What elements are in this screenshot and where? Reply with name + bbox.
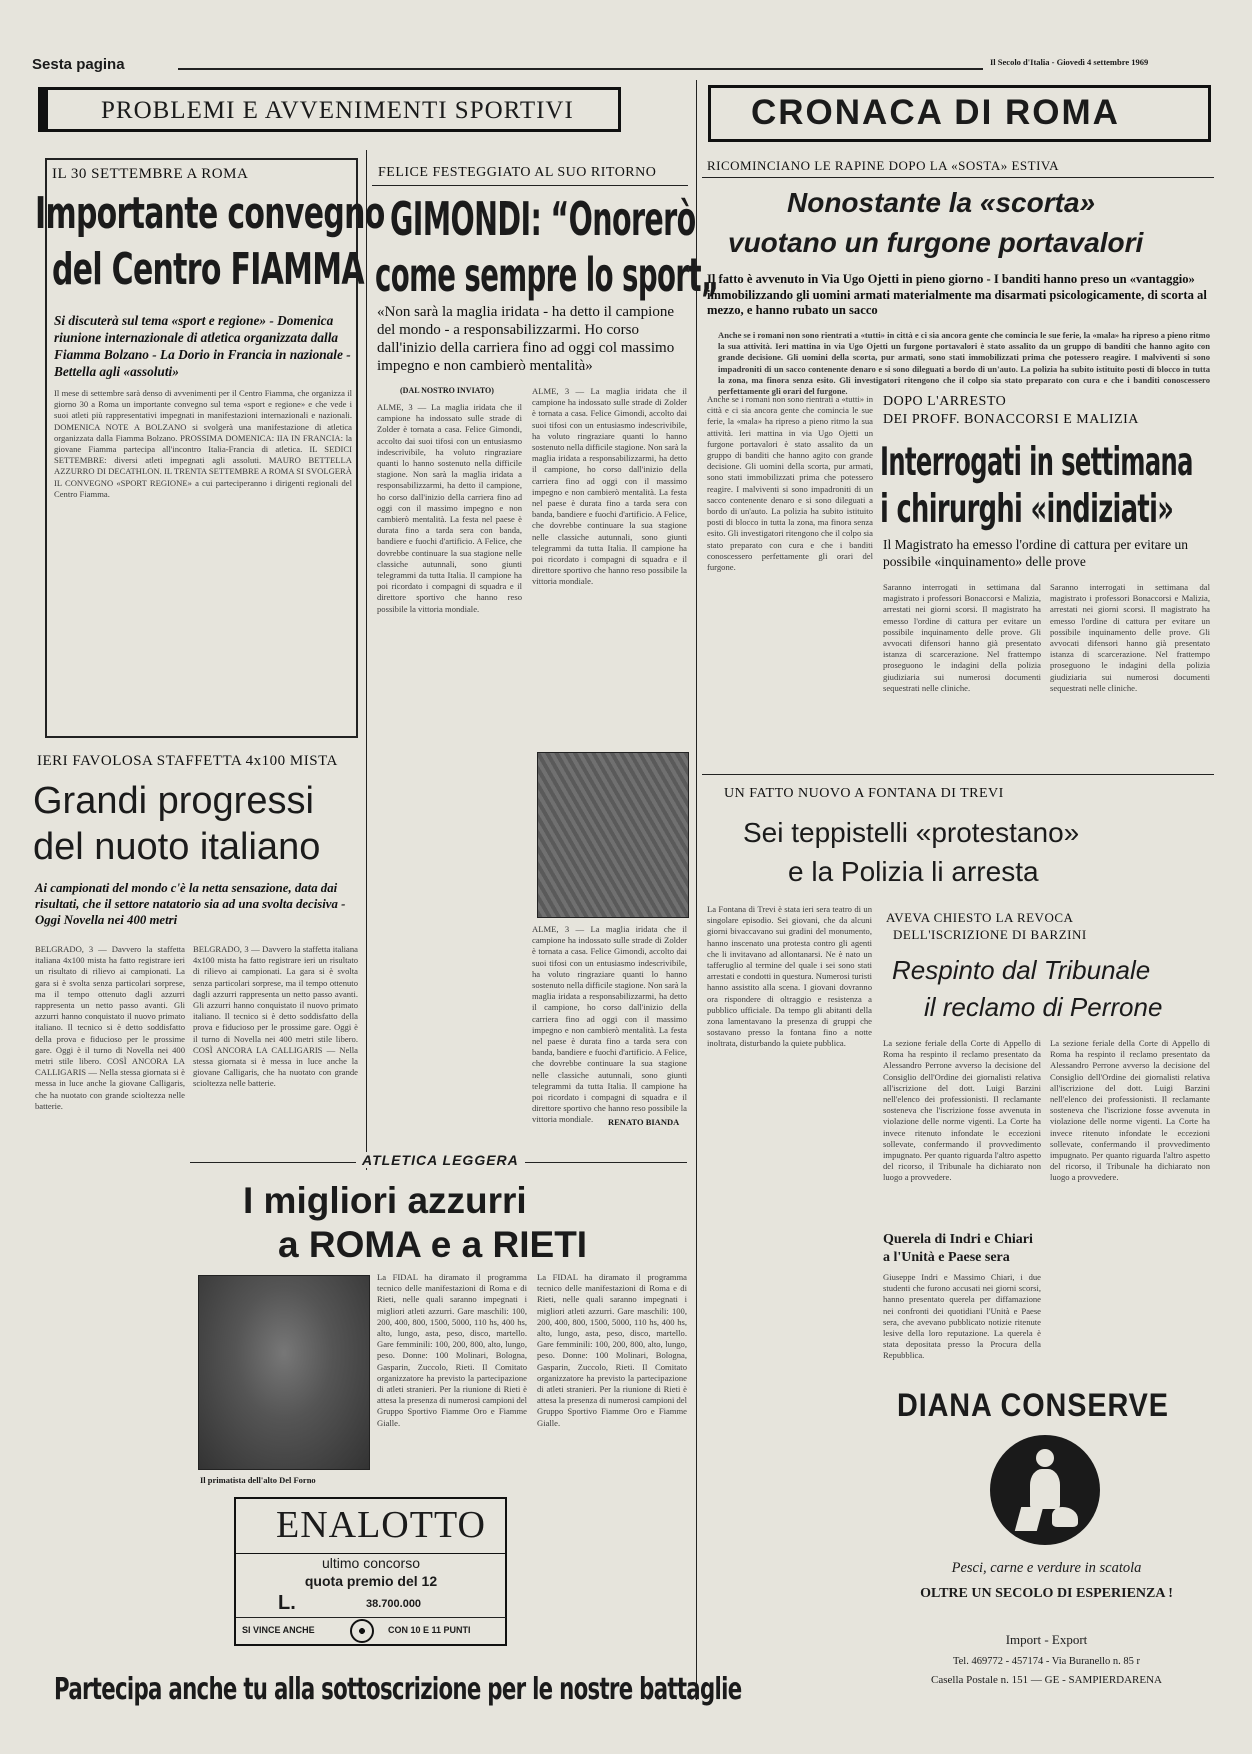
rapine-headline-1: Nonostante la «scorta» <box>787 187 1096 218</box>
nuoto-kicker: IERI FAVOLOSA STAFFETTA 4x100 MISTA <box>37 753 338 769</box>
nuoto-deck: Ai campionati del mondo c'è la netta sensazione, data dai risultati, che il settore natatorio sia ad una svolta decisiva - Oggi Novella nei 400 metri <box>35 881 346 927</box>
perrone-body-col2: La sezione feriale della Corte di Appello di Roma ha respinto il reclamo presentato da Alessandro Perrone avverso la decisione del Consiglio dell'Ordine dei giornalisti relativa all'iscrizione del dott. Luigi Barzini nell'elenco dei professionisti. Il reclamante sosteneva che l'iscrizione fosse avvenuta in violazione delle norme vigenti. La Corte ha invece ritenuto infondate le eccezioni sollevate, confermando il provvedimento impugnato. Per quanto riguarda l'altro aspetto del ricorso, il Tribunale ha dichiarato non luogo a provvedere. <box>1050 1038 1210 1183</box>
sport-banner-title: PROBLEMI E AVVENIMENTI SPORTIVI <box>101 97 574 124</box>
gimondi-headline-1: GIMONDI: “Onorerò <box>390 192 696 246</box>
rapine-body: Anche se i romani non sono rientrati a «tutti» in città e ci sia ancora gente che comincia le sue ferie, la «mala» ha ripreso a pieno ritmo la sua attività. Ieri mattina in via Ugo Ojetti un furgone portavalori è stato assalito da un gruppo di banditi che hanno agito con grande decisione. Gli uomini della scorta, pur armati, sono stati immobilizzati prima che potessero reagire. I malviventi si sono impadroniti di un sacco contenente denaro e si sono dileguati a bordo di un'auto. La polizia ha subito istituito posti di blocco in tutta la zona, ma finora senza esito. Gli investigatori ritengono che il colpo sia stato preparato con cura e che i banditi conoscessero perfettamente gli orari del furgone. <box>707 394 873 573</box>
perrone-body-col1: La sezione feriale della Corte di Appello di Roma ha respinto il reclamo presentato da Alessandro Perrone avverso la decisione del Consiglio dell'Ordine dei giornalisti relativa all'iscrizione del dott. Luigi Barzini nell'elenco dei professionisti. Il reclamante sosteneva che l'iscrizione fosse avvenuta in violazione delle norme vigenti. La Corte ha invece ritenuto infondate le eccezioni sollevate, confermando il provvedimento impugnato. Per quanto riguarda l'altro aspetto del ricorso, il Tribunale ha dichiarato non luogo a provvedere. <box>883 1038 1041 1183</box>
chirurghi-headline-2: i chirurghi «indiziati» <box>880 487 1174 532</box>
chirurghi-body-col2: Saranno interrogati in settimana dal magistrato i professori Bonaccorsi e Malizia, arrestati nei giorni scorsi. Il magistrato ha emesso l'ordine di cattura per evitare un possibile inquinamento delle prove. Gli avvocati difensori hanno già presentato istanza di scarcerazione. Nel frattempo proseguono le indagini della polizia giudiziaria sui numerosi documenti sequestrati nelle cliniche. <box>1050 582 1210 693</box>
gimondi-photo <box>537 752 689 918</box>
enalotto-title: ENALOTTO <box>276 1504 486 1546</box>
roma-banner-title: CRONACA DI ROMA <box>751 93 1120 132</box>
perrone-kicker-2: DELL'ISCRIZIONE DI BARZINI <box>893 927 1087 942</box>
rapine-intro: Anche se i romani non sono rientrati a «tutti» in città e ci sia ancora gente che comincia le sue ferie, la «mala» ha ripreso a pieno ritmo la sua attività. Ieri mattina in via Ugo Ojetti un furgone portavalori è stato assalito da un gruppo di banditi che hanno agito con grande decisione. Gli uomini della scorta, pur armati, sono stati immobilizzati prima che potessero reagire. I malviventi si sono impadroniti di un sacco contenente denaro e si sono dileguati a bordo di un'auto. La polizia ha subito istituito posti di blocco in tutta la zona, ma finora senza esito. Gli investigatori ritengono che il colpo sia stato preparato con cura e che i banditi conoscessero perfettamente gli orari del furgone. <box>718 330 1210 397</box>
fiamma-deck: Si discuterà sul tema «sport e regione» - Domenica riunione internazionale di atletica organizzata dalla Fiamma Bolzano - La Dorio in Francia in nazionale - Bettella agli «assoluti» <box>54 313 351 379</box>
atletica-body-col1: La FIDAL ha diramato il programma tecnico delle manifestazioni di Roma e di Rieti, nelle quali saranno impegnati i migliori atleti azzurri. Gare maschili: 100, 200, 400, 800, 1500, 5000, 110 hs, 400 hs, alto, lungo, asta, peso, disco, martello. Gare femminili: 100, 200, 800, alto, lungo, peso. Donne: 100 Molinari, Bologna, Gasparin, Zuccolo, Rieti. Il Comitato organizzatore ha previsto la partecipazione di atleti stranieri. Per la riunione di Rieti è attesa la presenza di numerosi campioni del Gruppo Sportivo Fiamme Oro e Fiamme Gialle. <box>377 1272 527 1428</box>
roma-banner <box>708 85 1211 142</box>
enalotto-currency: L. <box>278 1592 296 1614</box>
chirurghi-body-col1: Saranno interrogati in settimana dal magistrato i professori Bonaccorsi e Malizia, arrestati nei giorni scorsi. Il magistrato ha emesso l'ordine di cattura per evitare un possibile inquinamento delle prove. Gli avvocati difensori hanno già presentato istanza di scarcerazione. Nel frattempo proseguono le indagini della polizia giudiziaria sui numerosi documenti sequestrati nelle cliniche. <box>883 582 1041 693</box>
chirurghi-deck: Il Magistrato ha emesso l'ordine di cattura per evitare un possibile «inquinamento» delle prove <box>883 537 1188 569</box>
atletica-photo <box>198 1275 370 1470</box>
trevi-headline-1: Sei teppistelli «protestano» <box>743 817 1080 848</box>
paper-date: Il Secolo d'Italia - Giovedì 4 settembre 1969 <box>990 57 1149 67</box>
trevi-headline-2: e la Polizia li arresta <box>788 856 1039 887</box>
diana-slogan: OLTRE UN SECOLO DI ESPERIENZA ! <box>920 1586 1173 1601</box>
diana-tagline: Pesci, carne e verdure in scatola <box>951 1560 1142 1576</box>
diana-goddess-icon <box>990 1435 1100 1545</box>
enalotto-box <box>234 1497 507 1646</box>
enalotto-line2: quota premio del 12 <box>304 1573 438 1589</box>
querela-headline-2: a l'Unità e Paese sera <box>883 1250 1010 1265</box>
chirurghi-kicker-2: DEI PROFF. BONACCORSI E MALIZIA <box>883 412 1139 427</box>
fiamma-headline-2: del Centro FIAMMA <box>52 244 364 295</box>
gimondi-body-col1: ALME, 3 — La maglia iridata che il campione ha indossato sulle strade di Zolder è tornata a casa. Felice Gimondi, accolto dai suoi tifosi con un entusiasmo indescrivibile, ha voluto ringraziare quanti lo hanno sostenuto nella difficile stagione. Non sarà la maglia iridata a responsabilizzarmi, ha detto il campione, ho corso dall'inizio della carriera fino ad oggi con il massimo impegno e non cambierò mentalità. La festa nel paese è durata fino a tarda sera con banda, bandiere e fuochi d'artificio. A Felice, che dovrebbe continuare la sua stagione nelle classiche autunnali, sono giunti telegrammi da tutta Italia. Il campione ha poi ricordato i compagni di squadra e il direttore sportivo che hanno reso possibile la vittoria mondiale. <box>377 402 522 614</box>
gimondi-kicker: FELICE FESTEGGIATO AL SUO RITORNO <box>378 165 657 180</box>
nuoto-headline-1: Grandi progressi <box>33 780 314 822</box>
fiamma-kicker: IL 30 SETTEMBRE A ROMA <box>52 166 249 182</box>
diana-phone: Tel. 469772 - 457174 - Via Buranello n. 85 r <box>952 1656 1141 1667</box>
masthead-rule <box>178 68 983 70</box>
nuoto-body-col1: BELGRADO, 3 — Davvero la staffetta italiana 4x100 mista ha fatto registrare ieri un risultato di rilievo ai campionati. La gara si è svolta senza particolari sorprese, ma il tempo ottenuto dagli azzurri rappresenta un netto passo avanti. Gli azzurri hanno conquistato il nuovo primato italiano. Il tecnico si è detto soddisfatto della prova e fiducioso per le prossime gare. Oggi è il turno di Novella nei 400 metri stile libero. COSÌ ANCORA LA CALLIGARIS — Nella stessa giornata si è messa in luce anche la giovane Calligaris, che ha nuotato con grande scioltezza nelle batterie. <box>35 944 185 1111</box>
querela-headline-1: Querela di Indri e Chiari <box>883 1232 1033 1247</box>
fiamma-headline-1: Importante convegno <box>35 188 385 239</box>
chirurghi-headline-1: Interrogati in settimana <box>880 440 1193 485</box>
subscription-banner: Partecipa anche tu alla sottoscrizione per le nostre battaglie <box>54 1672 742 1707</box>
diana-ad <box>883 1380 1210 1710</box>
atletica-headline-2: a ROMA e a RIETI <box>278 1224 588 1265</box>
querela-body: Giuseppe Indri e Massimo Chiari, i due studenti che furono accusati nei giorni scorsi, hanno presentato querela per diffamazione nei confronti dei quotidiani l'Unità e Paese sera, che avevano pubblicato notizie ritenute lesive della loro reputazione. La querela è stata depositata presso la Procura della Repubblica. <box>883 1272 1041 1361</box>
section-label: Sesta pagina <box>32 56 125 73</box>
diana-trade: Import - Export <box>1005 1632 1088 1647</box>
atletica-caption: Il primatista dell'alto Del Forno <box>200 1475 316 1485</box>
trevi-body-col1: La Fontana di Trevi è stata ieri sera teatro di un singolare episodio. Sei giovani, che da alcuni giorni bivaccavano sui gradini del monumento, hanno inscenato una protesta contro gli agenti che li invitavano ad allontanarsi. Ne è nato un tafferuglio al termine del quale i sei sono stati arrestati e condotti in questura. Numerosi turisti hanno assistito alla scena. I giovani dovranno ora rispondere di oltraggio e resistenza a pubblico ufficiale. Da tempo gli abitanti della zona lamentavano la presenza di gruppi che sostavano presso la fontana fino a notte inoltrata, disturbando la quiete pubblica. <box>707 904 872 1049</box>
rapine-headline-2: vuotano un furgone portavalori <box>728 227 1144 258</box>
diana-address: Casella Postale n. 151 — GE - SAMPIERDARENA <box>931 1674 1162 1686</box>
gimondi-body-col2: ALME, 3 — La maglia iridata che il campione ha indossato sulle strade di Zolder è tornata a casa. Felice Gimondi, accolto dai suoi tifosi con un entusiasmo indescrivibile, ha voluto ringraziare quanti lo hanno sostenuto nella difficile stagione. Non sarà la maglia iridata a responsabilizzarmi, ha detto il campione, ho corso dall'inizio della carriera fino ad oggi con il massimo impegno e non cambierò mentalità. La festa nel paese è durata fino a tarda sera con banda, bandiere e fuochi d'artificio. A Felice, che dovrebbe continuare la sua stagione nelle classiche autunnali, sono giunti telegrammi da tutta Italia. Il campione ha poi ricordato i compagni di squadra e il direttore sportivo che hanno reso possibile la vittoria mondiale. <box>532 386 687 587</box>
nuoto-headline-2: del nuoto italiano <box>33 826 321 868</box>
chirurghi-kicker-1: DOPO L'ARRESTO <box>883 394 1007 409</box>
enalotto-footer-left: SI VINCE ANCHE <box>242 1625 315 1635</box>
gimondi-headline-2: come sempre lo sport„ <box>375 248 719 302</box>
enalotto-logo-icon <box>350 1619 374 1643</box>
gimondi-body-col2b: ALME, 3 — La maglia iridata che il campione ha indossato sulle strade di Zolder è tornata a casa. Felice Gimondi, accolto dai suoi tifosi con un entusiasmo indescrivibile, ha voluto ringraziare quanti lo hanno sostenuto nella difficile stagione. Non sarà la maglia iridata a responsabilizzarmi, ha detto il campione, ho corso dall'inizio della carriera fino ad oggi con il massimo impegno e non cambierò mentalità. La festa nel paese è durata fino a tarda sera con banda, bandiere e fuochi d'artificio. A Felice, che dovrebbe continuare la sua stagione nelle classiche autunnali, sono giunti telegrammi da tutta Italia. Il campione ha poi ricordato i compagni di squadra e il direttore sportivo che hanno reso possibile la vittoria mondiale. <box>532 924 687 1125</box>
enalotto-footer-right: CON 10 E 11 PUNTI <box>388 1625 471 1635</box>
gimondi-signature: RENATO BIANDA <box>608 1117 680 1127</box>
rapine-kicker: RICOMINCIANO LE RAPINE DOPO LA «SOSTA» ESTIVA <box>707 158 1060 173</box>
rapine-deck: Il fatto è avvenuto in Via Ugo Ojetti in pieno giorno - I banditi hanno preso un «vantaggio» immobilizzando gli uomini armati materialmente ma disarmati psicologicamente, di scorta al mezzo, e hanno rubato un sacco <box>707 272 1207 317</box>
nuoto-body-col2: BELGRADO, 3 — Davvero la staffetta italiana 4x100 mista ha fatto registrare ieri un risultato di rilievo ai campionati. La gara si è svolta senza particolari sorprese, ma il tempo ottenuto dagli azzurri rappresenta un netto passo avanti. Gli azzurri hanno conquistato il nuovo primato italiano. Il tecnico si è detto soddisfatto della prova e fiducioso per le prossime gare. Oggi è il turno di Novella nei 400 metri stile libero. COSÌ ANCORA LA CALLIGARIS — Nella stessa giornata si è messa in luce anche la giovane Calligaris, che ha nuotato con grande scioltezza nelle batterie. <box>193 944 358 1089</box>
atletica-headline-1: I migliori azzurri <box>243 1180 527 1221</box>
trevi-kicker: UN FATTO NUOVO A FONTANA DI TREVI <box>724 786 1004 801</box>
perrone-headline-1: Respinto dal Tribunale <box>892 955 1151 985</box>
atletica-kicker: ATLETICA LEGGERA <box>356 1152 525 1168</box>
fiamma-body: Il mese di settembre sarà denso di avvenimenti per il Centro Fiamma, che organizza il giorno 30 a Roma un importante convegno sul tema «sport e regione» e che vede i suoi atleti più rappresentativi impegnati in manifestazioni internazionali e nazionali. DOMENICA NOTE A BOLZANO si svolgerà una manifestazione di atletica organizzata dalla Fiamma Bolzano. PROSSIMA DOMENICA: IIA IN FRANCIA: la giovane Fiamma partecipa all'incontro Italia-Francia di atletica. IL SEDICI SETTEMBRE: diversi atleti impegnati agli assoluti. MAURO BETTELLA AZZURRO DI DECATHLON. IL TRENTA SETTEMBRE A ROMA SI SVOLGERÀ IL CONVEGNO «SPORT REGIONE» a cui parteciperanno i dirigenti regionali del Centro Fiamma. <box>54 388 352 499</box>
perrone-kicker-1: AVEVA CHIESTO LA REVOCA <box>886 910 1074 925</box>
gimondi-deck: «Non sarà la maglia iridata - ha detto il campione del mondo - a responsabilizzarmi. Ho corso dall'inizio della carriera fino ad oggi col massimo impegno e non cambierò mentalità» <box>377 304 675 374</box>
atletica-body-col2: La FIDAL ha diramato il programma tecnico delle manifestazioni di Roma e di Rieti, nelle quali saranno impegnati i migliori atleti azzurri. Gare maschili: 100, 200, 400, 800, 1500, 5000, 110 hs, 400 hs, alto, lungo, asta, peso, disco, martello. Gare femminili: 100, 200, 800, alto, lungo, peso. Donne: 100 Molinari, Bologna, Gasparin, Zuccolo, Rieti. Il Comitato organizzatore ha previsto la partecipazione di atleti stranieri. Per la riunione di Rieti è attesa la presenza di numerosi campioni del Gruppo Sportivo Fiamme Oro e Fiamme Gialle. <box>537 1272 687 1428</box>
enalotto-line1: ultimo concorso <box>321 1555 421 1571</box>
perrone-headline-2: il reclamo di Perrone <box>924 992 1163 1022</box>
enalotto-amount: 38.700.000 <box>366 1598 422 1610</box>
gimondi-dateline: (DAL NOSTRO INVIATO) <box>400 386 494 395</box>
sport-banner <box>38 87 621 132</box>
diana-brand: DIANA CONSERVE <box>897 1387 1169 1423</box>
